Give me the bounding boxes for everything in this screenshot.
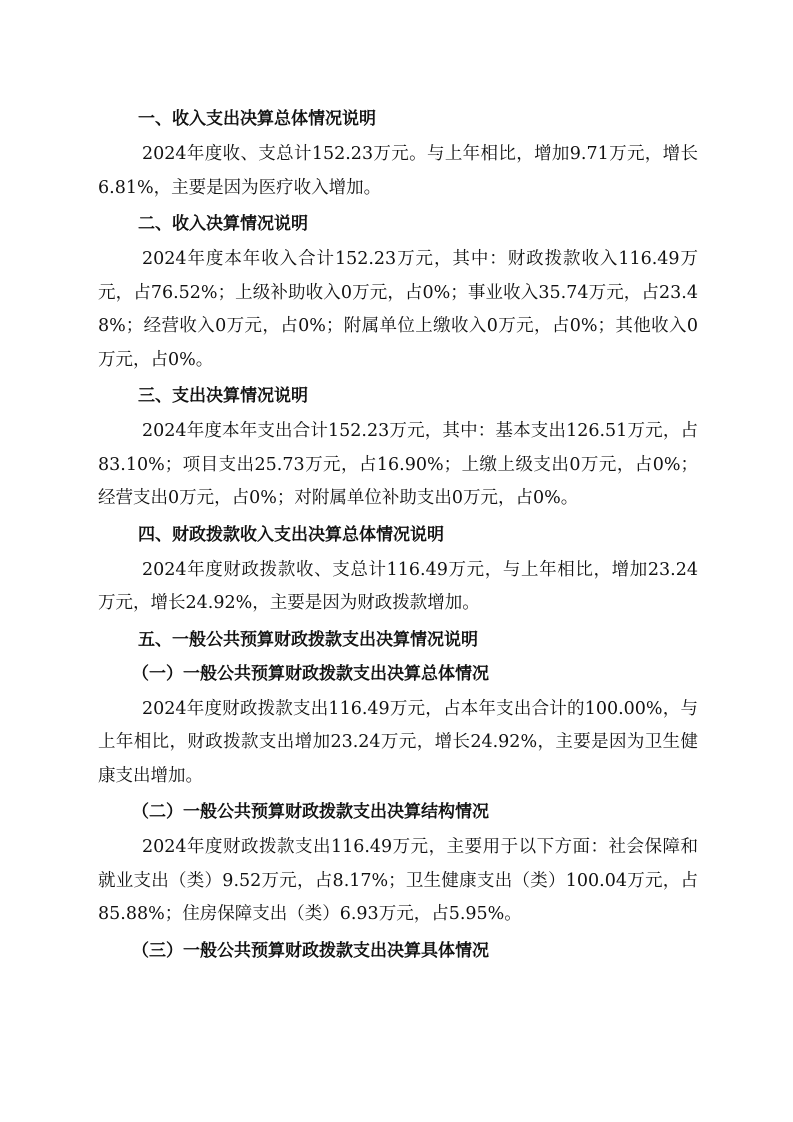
section-paragraph-3: 2024年度本年支出合计152.23万元，其中：基本支出126.51万元，占83.10%；项目支出25.73万元，占16.90%；上缴上级支出0万元，占0%；经营支出0万元，占0%；对附属单位补助支出0万元，占0%。 — [98, 421, 698, 508]
section-heading-2: 二、收入决算情况说明 — [138, 214, 308, 234]
section-heading-1: 一、收入支出决算总体情况说明 — [138, 109, 376, 129]
section-paragraph-4: 2024年度财政拨款收、支总计116.49万元，与上年相比，增加23.24万元，增长24.92%，主要是因为财政拨款增加。 — [98, 559, 698, 613]
subsection-heading-5-2: （二）一般公共预算财政拨款支出决算结构情况 — [132, 802, 489, 822]
section-paragraph-1: 2024年度收、支总计152.23万元。与上年相比，增加9.71万元，增长6.81%，主要是因为医疗收入增加。 — [98, 144, 698, 198]
section-paragraph-2: 2024年度本年收入合计152.23万元，其中：财政拨款收入116.49万元，占76.52%；上级补助收入0万元，占0%；事业收入35.74万元，占23.48%；经营收入0万元，占0%；附属单位上缴收入0万元，占0%；其他收入0万元，占0%。 — [98, 249, 698, 370]
subsection-heading-5-3: （三）一般公共预算财政拨款支出决算具体情况 — [132, 940, 489, 961]
document-page — [98, 104, 698, 970]
subsection-paragraph-5-2: 2024年度财政拨款支出116.49万元，主要用于以下方面：社会保障和就业支出（类）9.52万元，占8.17%；卫生健康支出（类）100.04万元，占85.88%；住房保障支出（类）6.93万元，占5.95%。 — [98, 837, 698, 924]
section-heading-4: 四、财政拨款收入支出决算总体情况说明 — [138, 524, 444, 545]
subsection-paragraph-5-1: 2024年度财政拨款支出116.49万元，占本年支出合计的100.00%，与上年相比，财政拨款支出增加23.24万元，增长24.92%，主要是因为卫生健康支出增加。 — [98, 698, 698, 786]
section-heading-5: 五、一般公共预算财政拨款支出决算情况说明 — [138, 629, 478, 650]
subsection-heading-5-1: （一）一般公共预算财政拨款支出决算总体情况 — [132, 663, 489, 684]
section-heading-3: 三、支出决算情况说明 — [138, 386, 308, 406]
